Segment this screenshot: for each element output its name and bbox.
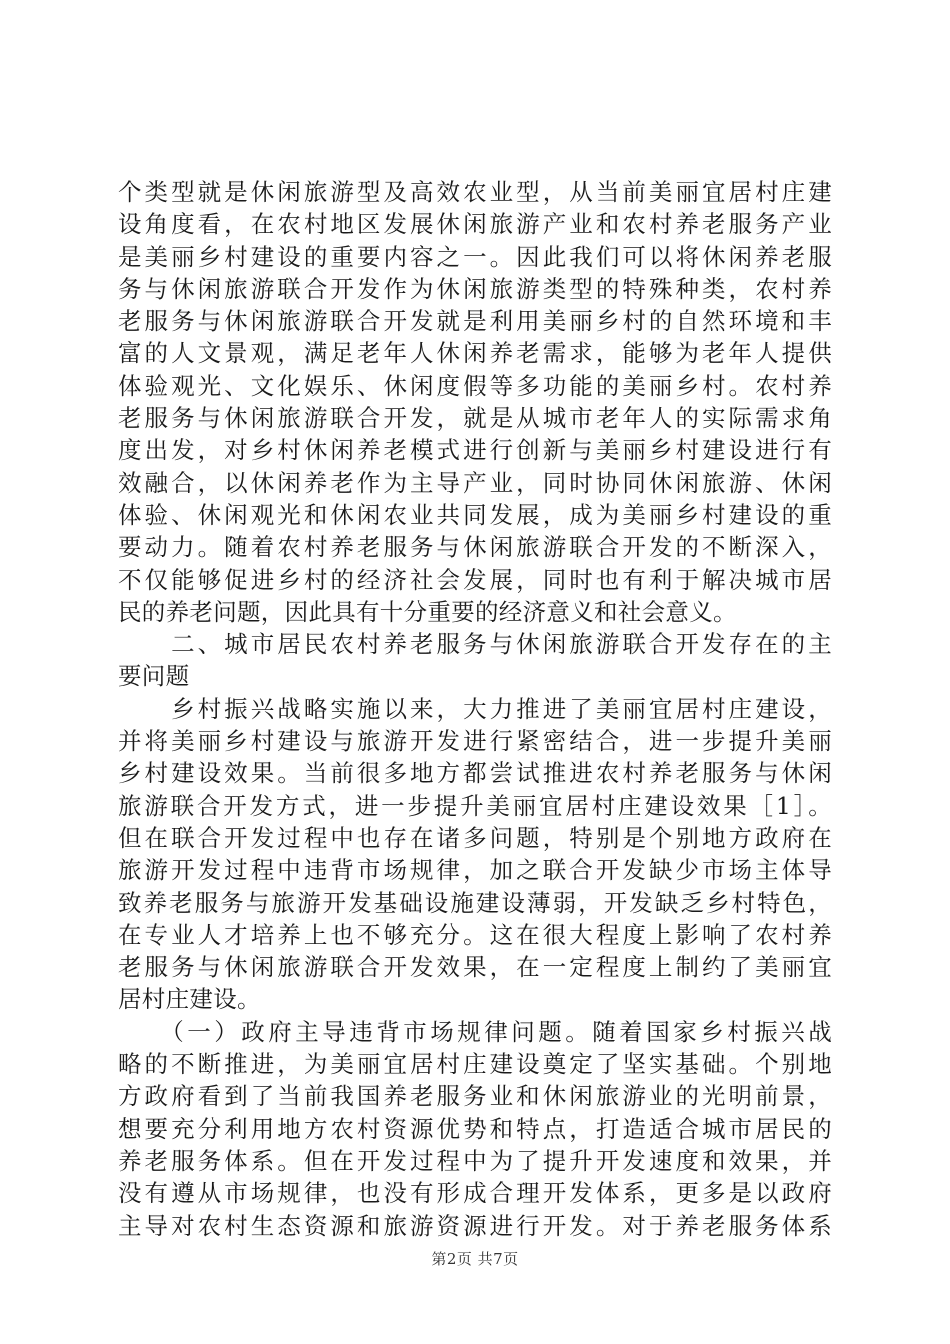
text-line: 略的不断推进，为美丽宜居村庄建设奠定了坚实基础。个别地 bbox=[118, 1050, 832, 1079]
text-line: 民的养老问题，因此具有十分重要的经济意义和社会意义。 bbox=[118, 597, 737, 626]
text-line: 不仅能够促进乡村的经济社会发展，同时也有利于解决城市居 bbox=[118, 565, 832, 594]
text-line: 度出发，对乡村休闲养老模式进行创新与美丽乡村建设进行有 bbox=[118, 436, 832, 465]
text-line: 乡村建设效果。当前很多地方都尝试推进农村养老服务与休闲 bbox=[118, 759, 832, 788]
text-line: 方政府看到了当前我国养老服务业和休闲旅游业的光明前景， bbox=[118, 1082, 832, 1111]
text-line: 在专业人才培养上也不够充分。这在很大程度上影响了农村养 bbox=[118, 920, 832, 949]
text-line: 但在联合开发过程中也存在诸多问题，特别是个别地方政府在 bbox=[118, 823, 832, 852]
text-line: 老服务与休闲旅游联合开发就是利用美丽乡村的自然环境和丰 bbox=[118, 307, 832, 336]
section-heading-line: 要问题 bbox=[118, 662, 190, 691]
text-line: 是美丽乡村建设的重要内容之一。因此我们可以将休闲养老服 bbox=[118, 242, 832, 271]
text-line: 体验、休闲观光和休闲农业共同发展，成为美丽乡村建设的重 bbox=[118, 500, 832, 529]
text-line: 乡村振兴战略实施以来，大力推进了美丽宜居村庄建设， bbox=[118, 694, 832, 723]
text-line: 富的人文景观，满足老年人休闲养老需求，能够为老年人提供 bbox=[118, 339, 832, 368]
text-line: 旅游联合开发方式，进一步提升美丽宜居村庄建设效果［1］。 bbox=[118, 791, 832, 820]
text-line: 想要充分利用地方农村资源优势和特点，打造适合城市居民的 bbox=[118, 1114, 832, 1143]
text-line: 旅游开发过程中违背市场规律，加之联合开发缺少市场主体导 bbox=[118, 856, 832, 885]
text-line: 居村庄建设。 bbox=[118, 985, 261, 1014]
body-text bbox=[118, 176, 832, 1242]
text-line: 老服务与休闲旅游联合开发效果，在一定程度上制约了美丽宜 bbox=[118, 953, 832, 982]
text-line: 个类型就是休闲旅游型及高效农业型，从当前美丽宜居村庄建 bbox=[118, 178, 832, 206]
text-line: 没有遵从市场规律，也没有形成合理开发体系，更多是以政府 bbox=[118, 1179, 832, 1208]
text-line: 设角度看，在农村地区发展休闲旅游产业和农村养老服务产业 bbox=[118, 210, 832, 239]
text-line: 主导对农村生态资源和旅游资源进行开发。对于养老服务体系 bbox=[118, 1211, 832, 1240]
subsection-heading-line: （一）政府主导违背市场规律问题。随着国家乡村振兴战 bbox=[118, 1017, 832, 1046]
text-line: 致养老服务与旅游开发基础设施建设薄弱，开发缺乏乡村特色， bbox=[118, 888, 832, 917]
text-line: 体验观光、文化娱乐、休闲度假等多功能的美丽乡村。农村养 bbox=[118, 371, 832, 400]
text-line: 效融合，以休闲养老作为主导产业，同时协同休闲旅游、休闲 bbox=[118, 468, 832, 497]
text-line: 养老服务体系。但在开发过程中为了提升开发速度和效果，并 bbox=[118, 1146, 832, 1175]
text-line: 要动力。随着农村养老服务与休闲旅游联合开发的不断深入， bbox=[118, 533, 832, 562]
page-footer: 第2页 共7页 bbox=[431, 1250, 519, 1268]
section-heading-line: 二、城市居民农村养老服务与休闲旅游联合开发存在的主 bbox=[118, 630, 832, 659]
text-line: 务与休闲旅游联合开发作为休闲旅游类型的特殊种类，农村养 bbox=[118, 274, 832, 303]
text-line: 并将美丽乡村建设与旅游开发进行紧密结合，进一步提升美丽 bbox=[118, 727, 832, 756]
text-line: 老服务与休闲旅游联合开发，就是从城市老年人的实际需求角 bbox=[118, 404, 832, 433]
